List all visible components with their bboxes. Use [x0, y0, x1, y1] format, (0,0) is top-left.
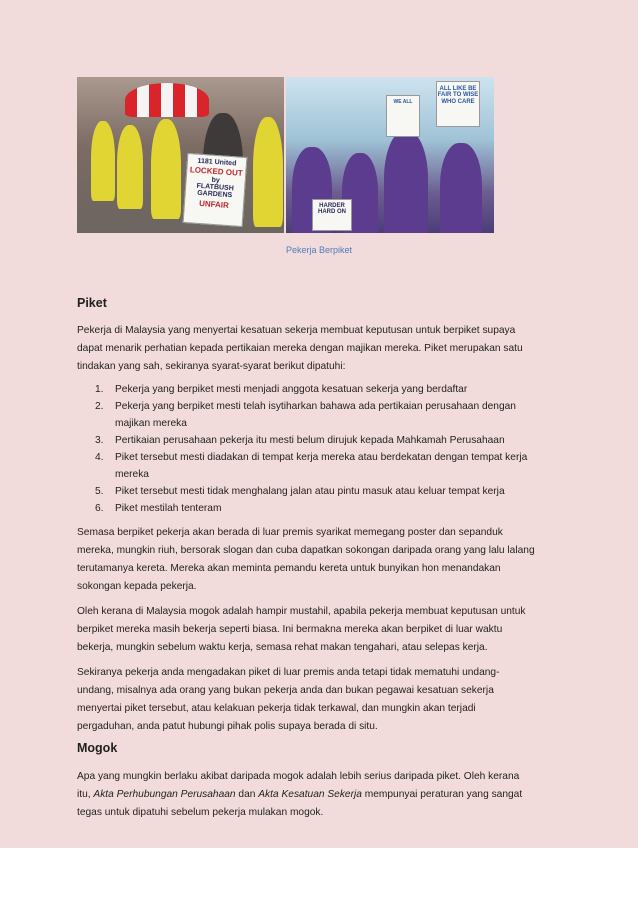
text-line: dapat menarik perhatian kepada pertikaian mereka dengan majikan mereka. Piket merupakan satu — [77, 343, 523, 354]
text-fragment: dan — [235, 789, 259, 800]
list-text: mereka — [115, 469, 149, 480]
list-item — [77, 381, 563, 398]
text-line: tegas untuk dipatuhi sebelum pekerja mulakan mogok. — [77, 807, 324, 818]
heading-piket: Piket — [77, 296, 107, 310]
umbrella-shape — [125, 83, 209, 117]
paragraph-mogok — [77, 768, 563, 822]
sign-text: UNFAIR — [198, 198, 230, 210]
sign-text: LOCKED OUT — [189, 165, 243, 179]
protester-figure — [440, 143, 482, 233]
text-fragment: itu, — [77, 789, 94, 800]
heading-mogok: Mogok — [77, 741, 118, 755]
list-text: Piket tersebut mesti tidak menghalang jalan atau pintu masuk atau keluar tempat kerja — [115, 486, 505, 497]
text-line: Semasa berpiket pekerja akan berada di luar premis syarikat memegang poster dan sepanduk — [77, 527, 503, 538]
list-number: 6. — [95, 503, 104, 514]
protester-figure — [384, 131, 428, 233]
list-item — [77, 449, 563, 483]
act-title: Akta Kesatuan Sekerja — [258, 789, 362, 800]
list-number: 4. — [95, 452, 104, 463]
list-text: majikan mereka — [115, 418, 187, 429]
sign-text: 1181 United — [197, 157, 237, 168]
list-text: Pekerja yang berpiket mesti telah isytiharkan bahawa ada pertikaian perusahaan dengan — [115, 401, 516, 412]
text-line: pergaduhan, anda patut hubungi pihak polis supaya berada di situ. — [77, 721, 378, 732]
list-number: 1. — [95, 384, 104, 395]
list-text: Pertikaian perusahaan pekerja itu mesti belum dirujuk kepada Mahkamah Perusahaan — [115, 435, 505, 446]
list-item — [77, 398, 563, 432]
text-line: Apa yang mungkin berlaku akibat daripada mogok adalah lebih serius daripada piket. Oleh kerana — [77, 771, 520, 782]
paragraph-oleh-kerana — [77, 603, 563, 657]
act-title: Akta Perhubungan Perusahaan — [93, 789, 236, 800]
picket-photo-right — [286, 77, 494, 233]
text-line: tindakan yang sah, sekiranya syarat-syarat berikut dipatuhi: — [77, 361, 346, 372]
text-line: terutamanya kereta. Mereka akan meminta pemandu kereta untuk bunyikan hon menandakan — [77, 563, 501, 574]
protester-figure — [151, 119, 181, 219]
list-text: Piket mestilah tenteram — [115, 503, 222, 514]
text-fragment: mempunyai peraturan yang sangat — [361, 789, 523, 800]
picket-photo-left — [77, 77, 284, 233]
sign-text: FLATBUSH GARDENS — [196, 182, 234, 200]
text-line: undang, misalnya ada orang yang bukan pekerja anda dan bukan pegawai kesatuan sekerja — [77, 685, 494, 696]
text-line: berpiket mereka masih bekerja seperti biasa. Ini bermakna mereka akan berpiket di luar waktu — [77, 624, 503, 635]
text-line: sokongan kepada pekerja. — [77, 581, 197, 592]
paragraph-sekiranya — [77, 664, 563, 736]
list-number: 2. — [95, 401, 104, 412]
list-text: Piket tersebut mesti diadakan di tempat kerja mereka atau berdekatan dengan tempat kerja — [115, 452, 528, 463]
text-line: Pekerja di Malaysia yang menyertai kesatuan sekerja membuat keputusan untuk berpiket supaya — [77, 325, 516, 336]
list-number: 5. — [95, 486, 104, 497]
list-number: 3. — [95, 435, 104, 446]
protester-figure — [253, 117, 283, 227]
locked-out-sign — [183, 153, 248, 227]
conditions-list — [77, 381, 563, 517]
text-line: mereka, mungkin riuh, bersorak slogan dan cuba dapatkan sokongan daripada orang yang lalu lalang — [77, 545, 535, 556]
text-line: Oleh kerana di Malaysia mogok adalah hampir mustahil, apabila pekerja membuat keputusan untuk — [77, 606, 526, 617]
protest-sign: HARDER HARD ON — [312, 199, 352, 231]
sign-text: by — [211, 176, 220, 185]
list-item — [77, 500, 563, 517]
text-line: menyertai piket tersebut, atau kelakuan pekerja tidak terkawal, dan mungkin akan terjadi — [77, 703, 476, 714]
protest-sign: WE ALL — [386, 95, 420, 137]
protester-figure — [117, 125, 143, 209]
figure-caption: Pekerja Berpiket — [285, 245, 353, 255]
text-line: Sekiranya pekerja anda mengadakan piket di luar premis anda tetapi tidak mematuhi undang- — [77, 667, 500, 678]
picket-photo — [77, 77, 494, 233]
paragraph-semasa — [77, 524, 563, 596]
list-item — [77, 483, 563, 500]
list-item — [77, 432, 563, 449]
protester-figure — [91, 121, 115, 201]
text-line: bekerja, mungkin sebelum waktu kerja, semasa rehat makan tengahari, atau selepas kerja. — [77, 642, 488, 653]
protest-sign: ALL LIKE BE FAIR TO WISE WHO CARE — [436, 81, 480, 127]
paragraph-intro — [77, 322, 563, 376]
list-text: Pekerja yang berpiket mesti menjadi anggota kesatuan sekerja yang berdaftar — [115, 384, 468, 395]
